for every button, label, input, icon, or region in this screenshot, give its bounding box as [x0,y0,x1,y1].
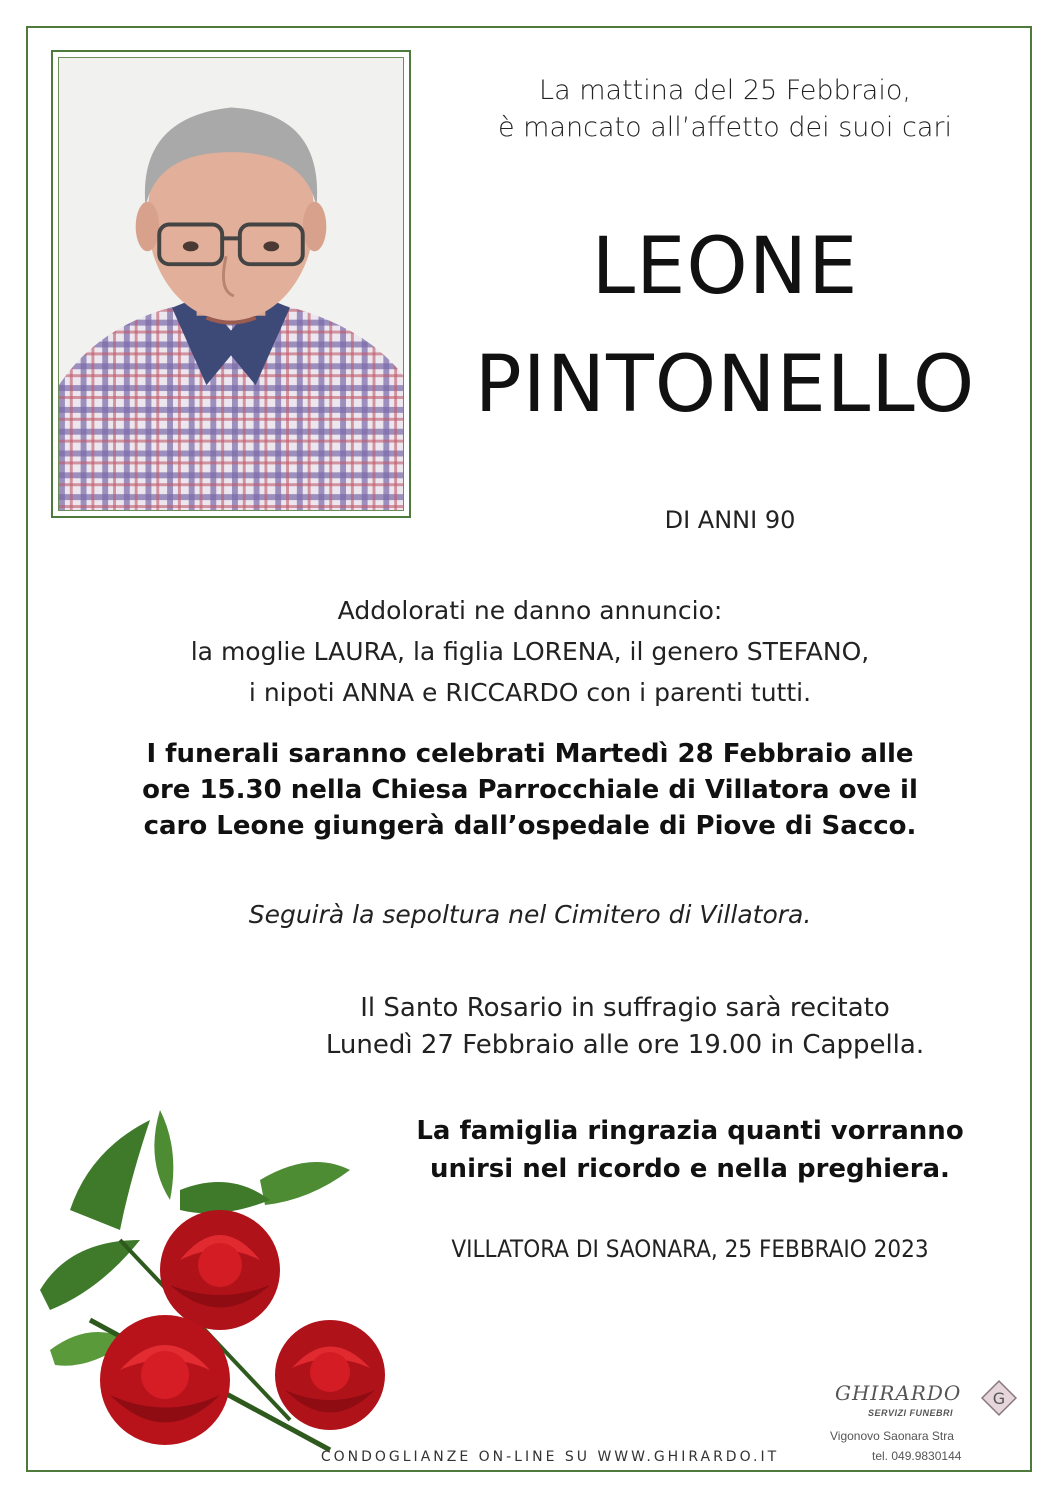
deceased-last-name: PINTONELLO [474,340,976,430]
thanks-line: La famiglia ringrazia quanti vorranno [416,1116,964,1146]
portrait-frame [51,50,411,518]
intro-line-1: La mattina del 25 Febbraio, [539,75,911,106]
funeral-info [100,736,960,844]
condolences-footer: CONDOGLIANZE ON-LINE SU WWW.GHIRARDO.IT [320,1449,780,1465]
logo-places: Vigonovo Saonara Stra [830,1429,954,1443]
funeral-line: I funerali saranno celebrati Martedì 28 Febbraio alle [146,739,914,769]
rosary-info [300,990,950,1064]
funeral-line: ore 15.30 nella Chiesa Parrocchiale di Villatora ove il [142,775,918,805]
rosary-line: Il Santo Rosario in suffragio sarà recitato [360,993,890,1023]
logo-subtitle: SERVIZI FUNEBRI [868,1408,954,1418]
logo-name: GHIRARDO [835,1381,962,1405]
intro-text [440,72,1010,146]
logo-phone: tel. 049.9830144 [872,1449,962,1463]
thanks-line: unirsi nel ricordo e nella preghiera. [430,1154,950,1184]
portrait-photo [58,57,404,511]
logo-mark-letter: G [992,1389,1006,1408]
announcement-line: Addolorati ne danno annuncio: [337,596,723,625]
intro-line-2: è mancato all’affetto dei suoi cari [497,112,952,143]
roses-illustration [30,1090,420,1470]
announcement-line: i nipoti ANNA e RICCARDO con i parenti tutti. [248,678,812,707]
burial-info: Seguirà la sepoltura nel Cimitero di Villatora. [248,900,812,929]
announcement-block [120,590,940,713]
announcement-line: la moglie LAURA, la figlia LORENA, il genero STEFANO, [190,637,870,666]
rosary-line: Lunedì 27 Febbraio alle ore 19.00 in Cappella. [325,1030,925,1060]
funeral-line: caro Leone giungerà dall’ospedale di Piove di Sacco. [143,811,917,841]
place-date: VILLATORA DI SAONARA, 25 FEBBRAIO 2023 [451,1235,929,1263]
family-thanks [400,1112,980,1188]
age-label: DI ANNI 90 [664,506,796,534]
funeral-home-logo [830,1375,1030,1470]
portrait-illustration [59,58,403,510]
deceased-first-name: LEONE [591,222,859,312]
logo-diamond-icon [980,1379,1018,1417]
